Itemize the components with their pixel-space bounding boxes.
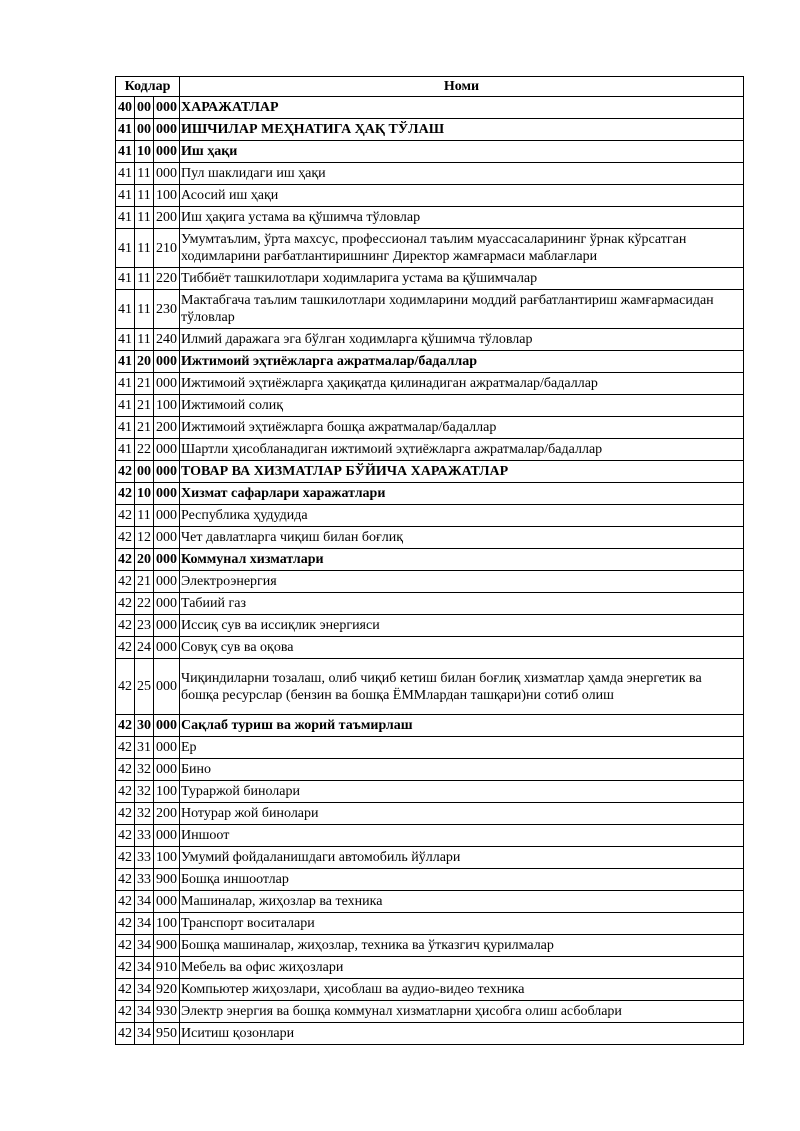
name-cell: Коммунал хизматлари — [180, 549, 744, 571]
code-part-3-cell: 100 — [154, 781, 180, 803]
code-part-1-cell: 41 — [116, 439, 135, 461]
table-row — [116, 163, 744, 185]
code-part-1-cell: 42 — [116, 781, 135, 803]
code-part-1-cell: 42 — [116, 483, 135, 505]
table-row — [116, 141, 744, 163]
code-part-2-cell: 22 — [135, 439, 154, 461]
code-part-3-cell: 100 — [154, 913, 180, 935]
code-part-1-cell: 42 — [116, 715, 135, 737]
code-part-1-cell: 41 — [116, 373, 135, 395]
name-cell: Транспорт воситалари — [180, 913, 744, 935]
code-part-1-cell: 40 — [116, 97, 135, 119]
code-part-3-cell: 200 — [154, 417, 180, 439]
code-part-3-cell: 920 — [154, 979, 180, 1001]
name-cell: Иншоот — [180, 825, 744, 847]
code-part-1-cell: 41 — [116, 417, 135, 439]
name-cell: Иссиқ сув ва иссиқлик энергияси — [180, 615, 744, 637]
code-part-1-cell: 42 — [116, 1023, 135, 1045]
code-part-1-cell: 42 — [116, 615, 135, 637]
table-row — [116, 229, 744, 268]
code-part-2-cell: 00 — [135, 97, 154, 119]
table-row — [116, 417, 744, 439]
code-part-2-cell: 11 — [135, 505, 154, 527]
code-part-1-cell: 41 — [116, 119, 135, 141]
name-cell: Хизмат сафарлари харажатлари — [180, 483, 744, 505]
code-part-1-cell: 41 — [116, 329, 135, 351]
name-cell: Чет давлатларга чиқиш билан боғлиқ — [180, 527, 744, 549]
code-part-2-cell: 34 — [135, 1023, 154, 1045]
code-part-1-cell: 42 — [116, 759, 135, 781]
code-part-1-cell: 41 — [116, 207, 135, 229]
name-cell: Электроэнергия — [180, 571, 744, 593]
code-part-2-cell: 20 — [135, 351, 154, 373]
name-cell: Ижтимоий эҳтиёжларга бошқа ажратмалар/бадаллар — [180, 417, 744, 439]
code-part-3-cell: 210 — [154, 229, 180, 268]
code-part-2-cell: 32 — [135, 759, 154, 781]
name-cell: Электр энергия ва бошқа коммунал хизматларни ҳисобга олиш асбоблари — [180, 1001, 744, 1023]
code-part-3-cell: 000 — [154, 659, 180, 715]
code-part-2-cell: 23 — [135, 615, 154, 637]
code-part-2-cell: 34 — [135, 957, 154, 979]
name-cell: Чиқиндиларни тозалаш, олиб чиқиб кетиш билан боғлиқ хизматлар ҳамда энергетик ва бошқа ресурслар (бензин ва бошқа ЁММлардан ташқари)ни сотиб олиш — [180, 659, 744, 715]
table-row — [116, 935, 744, 957]
code-part-2-cell: 00 — [135, 461, 154, 483]
name-cell: Сақлаб туриш ва жорий таъмирлаш — [180, 715, 744, 737]
code-part-3-cell: 220 — [154, 268, 180, 290]
table-row — [116, 483, 744, 505]
code-part-1-cell: 41 — [116, 395, 135, 417]
name-cell: Ижтимоий солиқ — [180, 395, 744, 417]
name-cell: Табиий газ — [180, 593, 744, 615]
code-part-3-cell: 000 — [154, 825, 180, 847]
header-name: Номи — [180, 77, 744, 97]
code-part-1-cell: 41 — [116, 141, 135, 163]
code-part-2-cell: 11 — [135, 185, 154, 207]
code-part-3-cell: 200 — [154, 207, 180, 229]
table-row — [116, 913, 744, 935]
table-row — [116, 505, 744, 527]
code-part-1-cell: 41 — [116, 163, 135, 185]
table-row — [116, 290, 744, 329]
code-part-3-cell: 000 — [154, 119, 180, 141]
code-part-1-cell: 42 — [116, 527, 135, 549]
code-part-1-cell: 42 — [116, 891, 135, 913]
table-row — [116, 781, 744, 803]
code-part-1-cell: 41 — [116, 351, 135, 373]
name-cell: Асосий иш ҳақи — [180, 185, 744, 207]
table-row — [116, 461, 744, 483]
code-part-2-cell: 21 — [135, 395, 154, 417]
code-part-3-cell: 000 — [154, 163, 180, 185]
table-row — [116, 715, 744, 737]
code-part-3-cell: 100 — [154, 185, 180, 207]
code-part-3-cell: 900 — [154, 869, 180, 891]
code-part-2-cell: 11 — [135, 290, 154, 329]
code-part-1-cell: 42 — [116, 935, 135, 957]
table-row — [116, 637, 744, 659]
code-part-2-cell: 34 — [135, 913, 154, 935]
code-part-2-cell: 20 — [135, 549, 154, 571]
code-part-3-cell: 000 — [154, 715, 180, 737]
name-cell: Тураржой бинолари — [180, 781, 744, 803]
table-row — [116, 803, 744, 825]
table-row — [116, 1023, 744, 1045]
code-part-2-cell: 34 — [135, 1001, 154, 1023]
code-part-2-cell: 32 — [135, 803, 154, 825]
code-part-3-cell: 000 — [154, 439, 180, 461]
code-part-2-cell: 30 — [135, 715, 154, 737]
name-cell: Ижтимоий эҳтиёжларга ажратмалар/бадаллар — [180, 351, 744, 373]
table-row — [116, 549, 744, 571]
code-part-1-cell: 42 — [116, 847, 135, 869]
code-part-2-cell: 33 — [135, 869, 154, 891]
code-part-2-cell: 21 — [135, 373, 154, 395]
table-row — [116, 1001, 744, 1023]
table-row — [116, 185, 744, 207]
code-part-2-cell: 32 — [135, 781, 154, 803]
code-part-1-cell: 42 — [116, 461, 135, 483]
table-row — [116, 825, 744, 847]
code-part-2-cell: 34 — [135, 979, 154, 1001]
code-part-3-cell: 950 — [154, 1023, 180, 1045]
code-part-3-cell: 230 — [154, 290, 180, 329]
table-row — [116, 869, 744, 891]
code-part-2-cell: 31 — [135, 737, 154, 759]
table-row — [116, 615, 744, 637]
code-part-3-cell: 000 — [154, 141, 180, 163]
table-row — [116, 329, 744, 351]
code-part-3-cell: 910 — [154, 957, 180, 979]
table-row — [116, 891, 744, 913]
code-part-2-cell: 10 — [135, 141, 154, 163]
code-part-3-cell: 000 — [154, 461, 180, 483]
code-part-1-cell: 42 — [116, 637, 135, 659]
code-part-2-cell: 12 — [135, 527, 154, 549]
table-row — [116, 571, 744, 593]
code-part-2-cell: 11 — [135, 207, 154, 229]
code-part-2-cell: 25 — [135, 659, 154, 715]
code-part-3-cell: 000 — [154, 737, 180, 759]
code-part-1-cell: 42 — [116, 803, 135, 825]
table-row — [116, 979, 744, 1001]
table-row — [116, 395, 744, 417]
code-part-3-cell: 000 — [154, 759, 180, 781]
code-part-3-cell: 000 — [154, 549, 180, 571]
code-part-3-cell: 000 — [154, 637, 180, 659]
code-part-3-cell: 000 — [154, 373, 180, 395]
code-part-1-cell: 42 — [116, 505, 135, 527]
code-part-2-cell: 11 — [135, 229, 154, 268]
table-row — [116, 119, 744, 141]
table-row — [116, 527, 744, 549]
code-part-2-cell: 24 — [135, 637, 154, 659]
name-cell: Иситиш қозонлари — [180, 1023, 744, 1045]
table-row — [116, 957, 744, 979]
header-codes: Кодлар — [116, 77, 180, 97]
code-part-1-cell: 41 — [116, 268, 135, 290]
table-row — [116, 847, 744, 869]
name-cell: Иш ҳақига устама ва қўшимча тўловлар — [180, 207, 744, 229]
name-cell: Бошқа иншоотлар — [180, 869, 744, 891]
code-part-1-cell: 42 — [116, 825, 135, 847]
table-row — [116, 439, 744, 461]
name-cell: Ижтимоий эҳтиёжларга ҳақиқатда қилинадиган ажратмалар/бадаллар — [180, 373, 744, 395]
name-cell: Шартли ҳисобланадиган ижтимоий эҳтиёжларга ажратмалар/бадаллар — [180, 439, 744, 461]
code-part-2-cell: 10 — [135, 483, 154, 505]
name-cell: Машиналар, жиҳозлар ва техника — [180, 891, 744, 913]
code-part-1-cell: 41 — [116, 229, 135, 268]
name-cell: Бошқа машиналар, жиҳозлар, техника ва ўтказгич қурилмалар — [180, 935, 744, 957]
code-part-1-cell: 42 — [116, 1001, 135, 1023]
code-part-2-cell: 33 — [135, 847, 154, 869]
code-part-2-cell: 33 — [135, 825, 154, 847]
name-cell: ТОВАР ВА ХИЗМАТЛАР БЎЙИЧА ХАРАЖАТЛАР — [180, 461, 744, 483]
codes-table — [115, 76, 744, 1045]
table-row — [116, 97, 744, 119]
code-part-2-cell: 21 — [135, 571, 154, 593]
code-part-3-cell: 240 — [154, 329, 180, 351]
code-part-3-cell: 000 — [154, 891, 180, 913]
code-part-1-cell: 42 — [116, 593, 135, 615]
code-part-2-cell: 11 — [135, 329, 154, 351]
code-part-2-cell: 21 — [135, 417, 154, 439]
code-part-3-cell: 000 — [154, 483, 180, 505]
code-part-3-cell: 000 — [154, 97, 180, 119]
table-row — [116, 659, 744, 715]
code-part-3-cell: 000 — [154, 527, 180, 549]
code-part-3-cell: 000 — [154, 351, 180, 373]
code-part-1-cell: 42 — [116, 913, 135, 935]
table-row — [116, 207, 744, 229]
name-cell: Умумтаълим, ўрта махсус, профессионал таълим муассасаларининг ўрнак кўрсатган ходимларини рағбатлантиришнинг Директор жамғармаси маблағлари — [180, 229, 744, 268]
code-part-1-cell: 41 — [116, 290, 135, 329]
table-row — [116, 759, 744, 781]
code-part-1-cell: 42 — [116, 549, 135, 571]
table-row — [116, 737, 744, 759]
code-part-3-cell: 200 — [154, 803, 180, 825]
code-part-1-cell: 42 — [116, 979, 135, 1001]
code-part-1-cell: 42 — [116, 957, 135, 979]
table-row — [116, 373, 744, 395]
code-part-2-cell: 22 — [135, 593, 154, 615]
code-part-3-cell: 000 — [154, 615, 180, 637]
code-part-2-cell: 34 — [135, 891, 154, 913]
name-cell: Совуқ сув ва оқова — [180, 637, 744, 659]
name-cell: Иш ҳақи — [180, 141, 744, 163]
name-cell: Тиббиёт ташкилотлари ходимларига устама ва қўшимчалар — [180, 268, 744, 290]
code-part-3-cell: 100 — [154, 847, 180, 869]
code-part-2-cell: 11 — [135, 268, 154, 290]
code-part-2-cell: 11 — [135, 163, 154, 185]
code-part-1-cell: 42 — [116, 737, 135, 759]
name-cell: Мактабгача таълим ташкилотлари ходимларини моддий рағбатлантириш жамғармасидан тўловлар — [180, 290, 744, 329]
name-cell: Ер — [180, 737, 744, 759]
code-part-3-cell: 100 — [154, 395, 180, 417]
name-cell: Компьютер жиҳозлари, ҳисоблаш ва аудио-видео техника — [180, 979, 744, 1001]
table-row — [116, 268, 744, 290]
name-cell: ИШЧИЛАР МЕҲНАТИГА ҲАҚ ТЎЛАШ — [180, 119, 744, 141]
name-cell: Бино — [180, 759, 744, 781]
code-part-3-cell: 930 — [154, 1001, 180, 1023]
table-header-row — [116, 77, 744, 97]
name-cell: ХАРАЖАТЛАР — [180, 97, 744, 119]
code-part-2-cell: 00 — [135, 119, 154, 141]
code-part-3-cell: 000 — [154, 593, 180, 615]
code-part-1-cell: 41 — [116, 185, 135, 207]
name-cell: Нотурар жой бинолари — [180, 803, 744, 825]
code-part-1-cell: 42 — [116, 869, 135, 891]
table-row — [116, 351, 744, 373]
name-cell: Пул шаклидаги иш ҳақи — [180, 163, 744, 185]
code-part-2-cell: 34 — [135, 935, 154, 957]
name-cell: Республика ҳудудида — [180, 505, 744, 527]
code-part-3-cell: 900 — [154, 935, 180, 957]
name-cell: Мебель ва офис жиҳозлари — [180, 957, 744, 979]
code-part-3-cell: 000 — [154, 571, 180, 593]
code-part-3-cell: 000 — [154, 505, 180, 527]
code-part-1-cell: 42 — [116, 659, 135, 715]
table-body — [116, 97, 744, 1045]
name-cell: Илмий даражага эга бўлган ходимларга қўшимча тўловлар — [180, 329, 744, 351]
name-cell: Умумий фойдаланишдаги автомобиль йўллари — [180, 847, 744, 869]
table-row — [116, 593, 744, 615]
code-part-1-cell: 42 — [116, 571, 135, 593]
